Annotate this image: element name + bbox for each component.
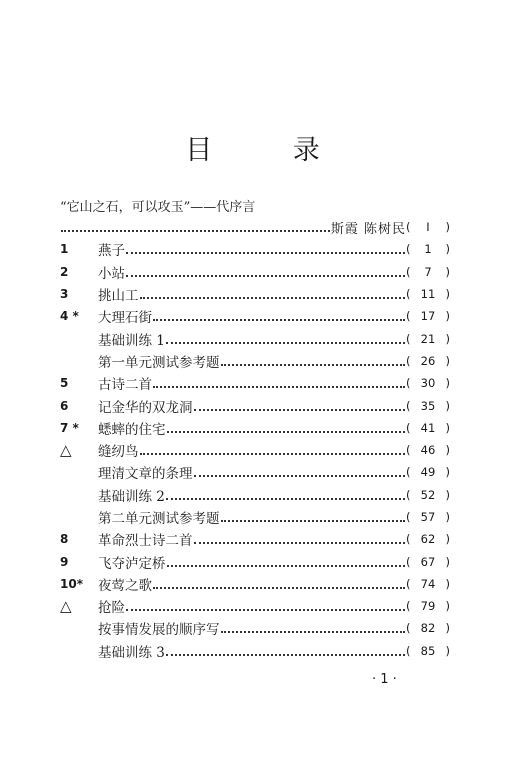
toc-entry <box>60 617 450 639</box>
toc-entry <box>60 506 450 528</box>
page-ref: ( 62 ) <box>406 532 450 547</box>
dot-leader <box>221 362 406 366</box>
entry-title: 挑山工 <box>98 288 139 305</box>
dot-leader <box>126 250 405 254</box>
page-number: 57 <box>420 510 436 524</box>
page-number: I <box>426 220 430 235</box>
entry-number: 10* <box>60 576 83 591</box>
toc-entry <box>60 595 450 617</box>
entry-number: 1 <box>60 242 69 257</box>
page-ref: ( 21 ) <box>406 331 450 346</box>
entry-number: 5 <box>60 376 69 391</box>
page-ref: ( 85 ) <box>406 643 450 658</box>
dot-leader <box>167 563 406 567</box>
dot-leader <box>194 540 406 544</box>
toc-entry <box>60 484 450 506</box>
dot-leader <box>153 384 405 388</box>
dot-leader <box>167 429 406 433</box>
entry-title: 按事情发展的顺序写 <box>98 622 220 639</box>
page-ref: ( 30 ) <box>406 376 450 391</box>
page-ref: ( 41 ) <box>406 420 450 435</box>
toc-entry <box>60 417 450 439</box>
toc-entry <box>60 305 450 327</box>
page-ref: ( I ) <box>406 220 450 235</box>
dot-leader <box>153 317 405 321</box>
entry-title: 燕子 <box>98 243 125 260</box>
preface-title: “它山之石，可以攻玉”——代序言 <box>60 200 256 215</box>
table-of-contents <box>60 216 450 662</box>
entry-title: 基础训练 3 <box>98 644 165 661</box>
toc-entry <box>60 283 450 305</box>
page-ref: ( 49 ) <box>406 465 450 480</box>
page-number: 67 <box>420 554 436 569</box>
page-ref: ( 79 ) <box>406 599 450 614</box>
page-ref: ( 1 ) <box>406 242 450 257</box>
page-number: 82 <box>420 621 436 636</box>
toc-entry <box>60 350 450 372</box>
entry-title: 抢险 <box>98 600 125 617</box>
page-number: 62 <box>420 532 436 547</box>
toc-entry <box>60 261 450 283</box>
toc-entry <box>60 573 450 595</box>
page-ref: ( 74 ) <box>406 576 450 591</box>
page-ref: ( 57 ) <box>406 510 450 524</box>
entry-number: 8 <box>60 532 69 547</box>
dot-leader <box>166 652 405 656</box>
page-title: 目 录 <box>185 135 356 166</box>
dot-leader <box>221 518 406 522</box>
entry-title: 小站 <box>98 265 125 282</box>
page-ref: ( 11 ) <box>406 287 450 302</box>
page-number: 85 <box>420 643 436 658</box>
entry-number: 9 <box>60 554 69 569</box>
entry-title: 缝纫鸟 <box>98 444 139 461</box>
entry-title: 古诗二首 <box>98 377 152 394</box>
entry-title: 革命烈士诗二首 <box>98 533 193 550</box>
page-ref: ( 82 ) <box>406 621 450 636</box>
page-ref: ( 17 ) <box>406 309 450 324</box>
entry-title: 蟋蟀的住宅 <box>98 421 166 438</box>
entry-title: 第一单元测试参考题 <box>98 354 220 371</box>
page-number: 30 <box>420 376 436 391</box>
entry-number: △ <box>60 441 72 460</box>
entry-number: 3 <box>60 287 69 302</box>
toc-entry <box>60 640 450 662</box>
entry-number: 4 * <box>60 309 79 324</box>
dot-leader <box>194 407 406 411</box>
entry-title: 第二单元测试参考题 <box>98 511 220 527</box>
entry-number: 7 * <box>60 420 79 435</box>
entry-title: 飞夺泸定桥 <box>98 555 166 572</box>
dot-leader <box>166 496 405 500</box>
page-number: 74 <box>420 576 436 591</box>
entry-title: 记金华的双龙洞 <box>98 399 193 416</box>
preface-authors: 斯霞 陈树民 <box>330 221 406 237</box>
toc-entry <box>60 327 450 349</box>
dot-leader <box>153 585 405 589</box>
toc-entry <box>60 439 450 461</box>
page-number: 79 <box>420 599 436 614</box>
entry-number: △ <box>60 597 72 616</box>
page-ref: ( 26 ) <box>406 353 450 368</box>
dot-leader <box>221 629 406 633</box>
page-ref: ( 67 ) <box>406 554 450 569</box>
page-number: 21 <box>420 331 436 346</box>
page-number: 52 <box>420 487 436 502</box>
entry-title: 大理石街 <box>98 310 152 327</box>
dot-leader <box>61 228 330 232</box>
dot-leader <box>166 340 405 344</box>
entry-title: 基础训练 1 <box>98 332 165 349</box>
entry-title: 基础训练 2 <box>98 488 165 505</box>
toc-entry <box>60 550 450 572</box>
page-number: 1 <box>424 242 432 257</box>
page-number: 7 <box>424 264 432 279</box>
page-number: 26 <box>420 353 436 368</box>
page-number: 41 <box>420 420 436 435</box>
dot-leader <box>140 295 406 299</box>
toc-entry <box>60 528 450 550</box>
dot-leader <box>126 607 405 611</box>
page-ref: ( 35 ) <box>406 398 450 413</box>
page-ref: ( 46 ) <box>406 443 450 458</box>
page-ref: ( 7 ) <box>406 264 450 279</box>
page-ref: ( 52 ) <box>406 487 450 502</box>
entry-number: 2 <box>60 264 69 279</box>
toc-entry <box>60 238 450 260</box>
toc-entry <box>60 372 450 394</box>
entry-number: 6 <box>60 398 69 413</box>
dot-leader <box>194 473 406 477</box>
dot-leader <box>140 451 406 455</box>
page-number: 46 <box>420 443 436 458</box>
entry-title: 夜莺之歌 <box>98 577 152 594</box>
page-number: 11 <box>420 287 436 302</box>
toc-entry <box>60 394 450 416</box>
toc-entry <box>60 461 450 483</box>
page-number: 49 <box>420 465 436 480</box>
footer-page-number: · 1 · <box>372 672 397 687</box>
entry-title: 理清文章的条理 <box>98 466 193 483</box>
dot-leader <box>126 273 405 277</box>
page-number: 35 <box>420 398 436 413</box>
page-number: 17 <box>420 309 436 324</box>
toc-entry-preface <box>60 216 450 238</box>
